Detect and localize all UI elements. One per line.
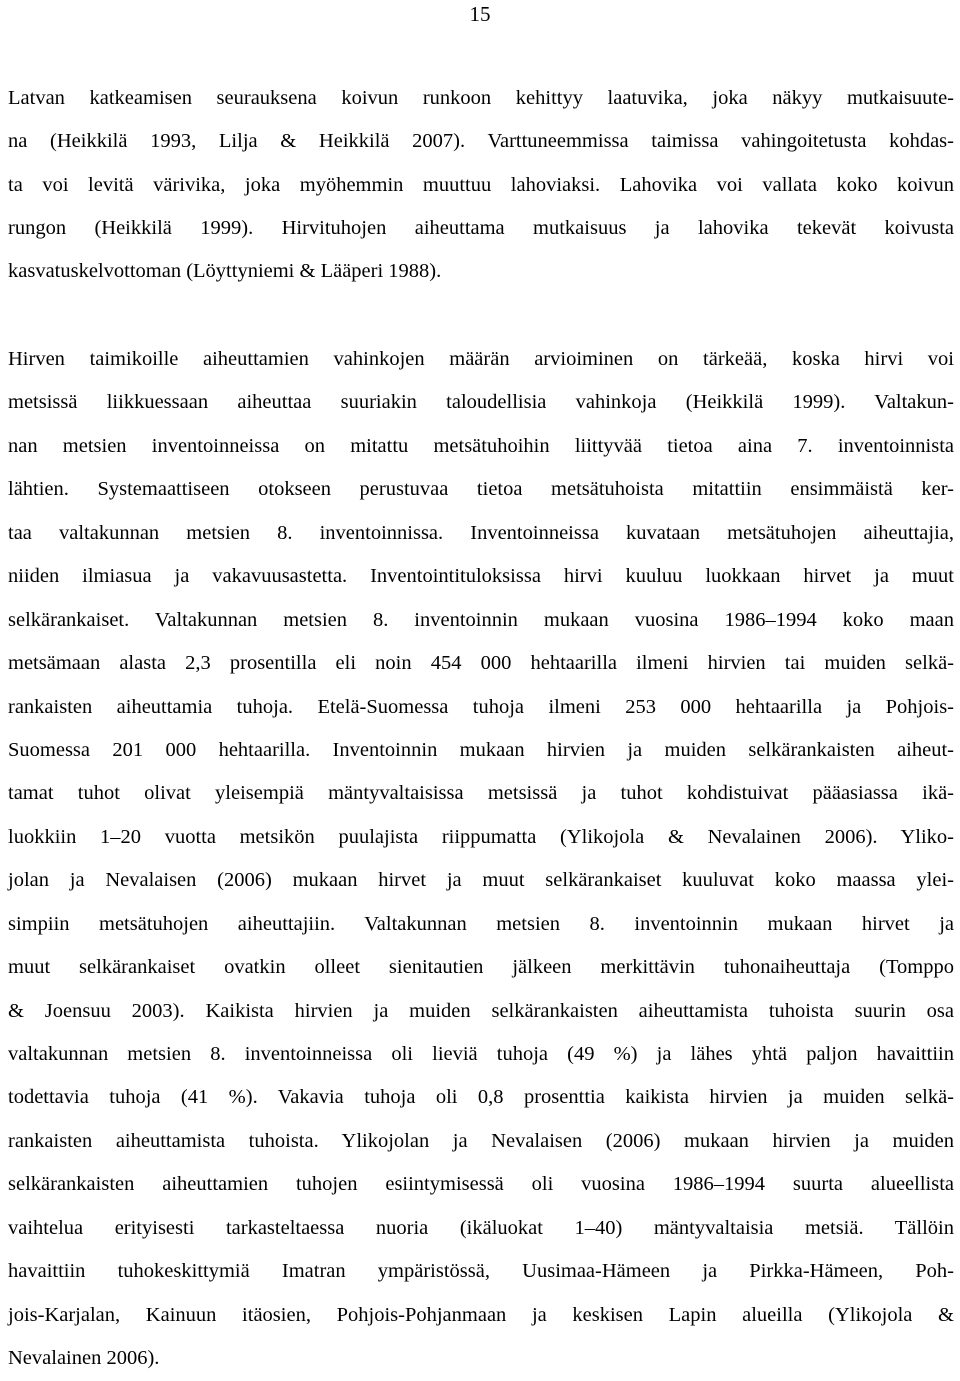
paragraph-1 xyxy=(8,77,954,294)
text-line: Hirven taimikoille aiheuttamien vahinkojen määrän arvioiminen on tärkeää, koska hirvi voi xyxy=(8,348,954,370)
text-line: metsissä liikkuessaan aiheuttaa suuriakin taloudellisia vahinkoja (Heikkilä 1999). Valtakun- xyxy=(8,391,954,414)
text-line: simpiin metsätuhojen aiheuttajiin. Valtakunnan metsien 8. inventoinnin mukaan hirvet ja xyxy=(8,912,954,935)
text-line: jolan ja Nevalaisen (2006) mukaan hirvet ja muut selkärankaiset kuuluvat koko maassa ylei- xyxy=(8,869,954,892)
text-line: jois-Karjalan, Kainuun itäosien, Pohjois-Pohjanmaan ja keskisen Lapin alueilla (Ylikojola & xyxy=(8,1303,954,1326)
text-line: selkärankaisten aiheuttamien tuhojen esiintymisessä oli vuosina 1986–1994 suurta alueellista xyxy=(8,1173,954,1196)
text-line: rankaisten aiheuttamia tuhoja. Etelä-Suomessa tuhoja ilmeni 253 000 hehtaarilla ja Pohjois- xyxy=(8,695,954,718)
page-number: 15 xyxy=(469,2,491,26)
paragraph-2 xyxy=(8,338,954,1381)
text-line: nan metsien inventoinneissa on mitattu metsätuhoihin liittyvää tietoa aina 7. inventoinnista xyxy=(8,434,954,457)
text-line: Suomessa 201 000 hehtaarilla. Inventoinnin mukaan hirvien ja muiden selkärankaisten aiheut- xyxy=(8,738,954,761)
text-line: havaittiin tuhokeskittymiä Imatran ympäristössä, Uusimaa-Hämeen ja Pirkka-Hämeen, Poh- xyxy=(8,1260,954,1283)
text-line: rungon (Heikkilä 1999). Hirvituhojen aiheuttama mutkaisuus ja lahovika tekevät koivusta xyxy=(8,217,954,240)
text-line: kasvatuskelvottoman (Löyttyniemi & Lääperi 1988). xyxy=(8,260,442,283)
text-line: rankaisten aiheuttamista tuhoista. Ylikojolan ja Nevalaisen (2006) mukaan hirvien ja muiden xyxy=(8,1129,954,1152)
text-line: na (Heikkilä 1993, Lilja & Heikkilä 2007). Varttuneemmissa taimissa vahingoitetusta kohdas- xyxy=(8,130,954,153)
text-line: tamat tuhot olivat yleisempiä mäntyvaltaisissa metsissä ja tuhot kohdistuivat pääasiassa ikä- xyxy=(8,782,954,805)
text-line: muut selkärankaiset ovatkin olleet sienitautien jälkeen merkittävin tuhonaiheuttaja (Tomppo xyxy=(8,956,954,979)
text-line: vaihtelua erityisesti tarkasteltaessa nuoria (ikäluokat 1–40) mäntyvaltaisia metsiä. Tällöin xyxy=(8,1216,954,1239)
text-line: lähtien. Systemaattiseen otokseen perustuvaa tietoa metsätuhoista mitattiin ensimmäistä ker- xyxy=(8,478,954,501)
text-line: taa valtakunnan metsien 8. inventoinnissa. Inventoinneissa kuvataan metsätuhojen aiheuttajia, xyxy=(8,521,954,544)
text-line: Nevalainen 2006). xyxy=(8,1347,160,1370)
text-line: metsämaan alasta 2,3 prosentilla eli noin 454 000 hehtaarilla ilmeni hirvien tai muiden selkä- xyxy=(8,652,954,675)
text-line: luokkiin 1–20 vuotta metsikön puulajista riippumatta (Ylikojola & Nevalainen 2006). Yliko- xyxy=(8,825,954,848)
text-line: selkärankaiset. Valtakunnan metsien 8. inventoinnin mukaan vuosina 1986–1994 koko maan xyxy=(8,608,954,631)
text-line: valtakunnan metsien 8. inventoinneissa oli lieviä tuhoja (49 %) ja lähes yhtä paljon havaittiin xyxy=(8,1043,954,1065)
text-line: Latvan katkeamisen seurauksena koivun runkoon kehittyy laatuvika, joka näkyy mutkaisuute- xyxy=(8,87,954,109)
text-line: todettavia tuhoja (41 %). Vakavia tuhoja oli 0,8 prosenttia kaikista hirvien ja muiden selkä- xyxy=(8,1086,954,1109)
text-line: & Joensuu 2003). Kaikista hirvien ja muiden selkärankaisten aiheuttamista tuhoista suurin osa xyxy=(8,999,954,1022)
text-line: ta voi levitä värivika, joka myöhemmin muuttuu lahoviaksi. Lahovika voi vallata koko koivun xyxy=(8,173,954,196)
text-line: niiden ilmiasua ja vakavuusastetta. Inventointituloksissa hirvi kuuluu luokkaan hirvet ja muut xyxy=(8,565,954,588)
